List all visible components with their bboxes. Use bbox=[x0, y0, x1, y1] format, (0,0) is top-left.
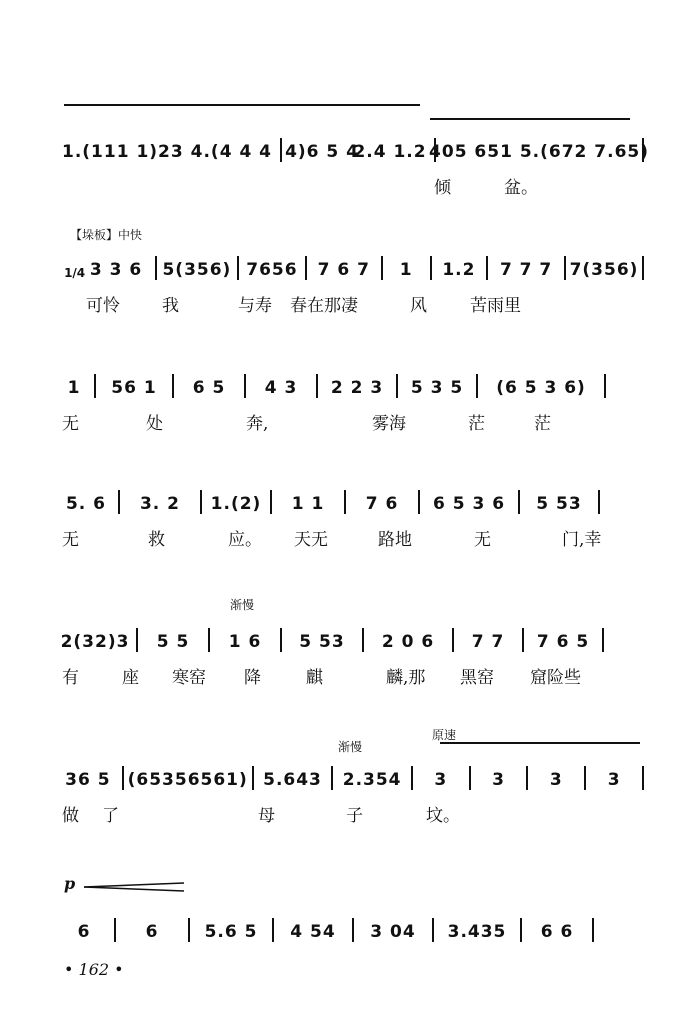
barline bbox=[642, 256, 644, 280]
notes: 405 651 5.(672 7.65) bbox=[429, 142, 650, 162]
notes: 3 bbox=[492, 770, 505, 790]
tempo-marking: 【垛板】中快 bbox=[70, 228, 143, 242]
system-rule bbox=[440, 742, 640, 744]
notes: 6 6 bbox=[540, 922, 574, 942]
notes: 7 7 7 bbox=[499, 260, 553, 280]
notes: 7 6 bbox=[365, 494, 399, 514]
lyric: 有 bbox=[62, 668, 79, 688]
lyric: 降 bbox=[244, 668, 261, 688]
lyric: 盆。 bbox=[504, 178, 538, 198]
notes: 5(356) bbox=[162, 260, 232, 280]
barline bbox=[114, 918, 116, 942]
lyric: 寒窑 bbox=[172, 668, 206, 688]
barline bbox=[518, 490, 520, 514]
notes: 1 6 bbox=[228, 632, 262, 652]
lyric: 座 bbox=[122, 668, 139, 688]
notes: 1.(111 1)23 4.(4 4 4 bbox=[62, 142, 273, 162]
barline bbox=[244, 374, 246, 398]
lyric: 茫 bbox=[534, 414, 551, 434]
notes: 6 5 bbox=[192, 378, 226, 398]
barline bbox=[252, 766, 254, 790]
barline bbox=[411, 766, 413, 790]
barline bbox=[272, 918, 274, 942]
lyric: 窟险些 bbox=[530, 668, 581, 688]
notes: 6 5 3 6 bbox=[432, 494, 506, 514]
barline bbox=[526, 766, 528, 790]
lyric: 路地 bbox=[378, 530, 412, 550]
lyric: 苦雨里 bbox=[470, 296, 521, 316]
notes: 7 7 bbox=[471, 632, 505, 652]
notes: 3. 2 bbox=[139, 494, 181, 514]
barline bbox=[122, 766, 124, 790]
barline bbox=[316, 374, 318, 398]
barline bbox=[118, 490, 120, 514]
lyric: 门,幸 bbox=[562, 530, 602, 550]
crescendo-hairpin bbox=[84, 882, 184, 892]
notes: 3 bbox=[549, 770, 563, 790]
barline bbox=[418, 490, 420, 514]
notes: 2(32)3 bbox=[60, 632, 130, 652]
lyric: 倾 bbox=[434, 178, 451, 198]
lyric: 母 bbox=[258, 806, 275, 826]
notes: 3 3 6 bbox=[89, 260, 143, 280]
lyric: 雾海 bbox=[372, 414, 406, 434]
notes: 7(356) bbox=[569, 260, 639, 280]
notes: 1.2 bbox=[442, 260, 476, 280]
lyric: 无 bbox=[474, 530, 491, 550]
barline bbox=[344, 490, 346, 514]
lyric: 可怜 bbox=[86, 296, 120, 316]
notes: 4 54 bbox=[290, 922, 336, 942]
lyric: 应。 bbox=[228, 530, 262, 550]
notes: 2.354 bbox=[342, 770, 402, 790]
notes: 7 6 5 bbox=[536, 632, 590, 652]
barline bbox=[280, 628, 282, 652]
barline bbox=[476, 374, 478, 398]
lyric: 做 bbox=[62, 806, 79, 826]
barline bbox=[381, 256, 383, 280]
lyric: 处 bbox=[146, 414, 163, 434]
notes: (6 5 3 6) bbox=[496, 378, 586, 398]
lyric: 天无 bbox=[294, 530, 328, 550]
tempo-marking: 渐慢 bbox=[338, 740, 363, 754]
barline bbox=[155, 256, 157, 280]
barline bbox=[522, 628, 524, 652]
notes: 1 bbox=[399, 260, 413, 280]
barline bbox=[270, 490, 272, 514]
notes: 5 53 bbox=[536, 494, 582, 514]
lyric: 麟,那 bbox=[386, 668, 426, 688]
lyric: 无 bbox=[62, 414, 79, 434]
barline bbox=[469, 766, 471, 790]
notes: 1 bbox=[67, 378, 81, 398]
lyric: 我 bbox=[162, 296, 179, 316]
lyric: 奔, bbox=[246, 414, 269, 434]
notes: 3 04 bbox=[370, 922, 416, 942]
barline bbox=[94, 374, 96, 398]
barline bbox=[486, 256, 488, 280]
lyric: 救 bbox=[148, 530, 165, 550]
notes: 5.6 5 bbox=[204, 922, 258, 942]
notes: 4 3 bbox=[264, 378, 298, 398]
system-rule bbox=[430, 118, 630, 120]
lyric: 与寿 bbox=[238, 296, 272, 316]
notes: 2.4 1.2 bbox=[353, 142, 427, 162]
barline bbox=[602, 628, 604, 652]
notes: 3 bbox=[434, 770, 448, 790]
notes: 7656 bbox=[246, 260, 298, 280]
notes: 56 1 bbox=[111, 378, 157, 398]
notes: 5 5 bbox=[156, 632, 190, 652]
notes: 2 2 3 bbox=[330, 378, 384, 398]
barline bbox=[452, 628, 454, 652]
lyric: 麒 bbox=[306, 668, 323, 688]
barline bbox=[432, 918, 434, 942]
notes: 4)6 5 4 bbox=[285, 142, 359, 162]
tempo-marking: 原速 bbox=[432, 728, 457, 742]
lyric: 风 bbox=[410, 296, 427, 316]
barline bbox=[592, 918, 594, 942]
barline bbox=[352, 918, 354, 942]
barline bbox=[564, 256, 566, 280]
notes: 5.643 bbox=[263, 770, 322, 790]
barline bbox=[642, 766, 644, 790]
notes: 7 6 7 bbox=[317, 260, 370, 280]
barline bbox=[208, 628, 210, 652]
notes: 36 5 bbox=[65, 770, 111, 790]
lyric: 春在那凄 bbox=[290, 296, 358, 316]
lyric: 无 bbox=[62, 530, 79, 550]
barline bbox=[396, 374, 398, 398]
barline bbox=[584, 766, 586, 790]
barline bbox=[188, 918, 190, 942]
notes: (65356561) bbox=[127, 770, 248, 790]
notes: 5 3 5 bbox=[410, 378, 464, 398]
barline bbox=[305, 256, 307, 280]
lyric: 黑窑 bbox=[460, 668, 494, 688]
barline bbox=[604, 374, 606, 398]
lyric: 了 bbox=[102, 806, 119, 826]
notes: 3 bbox=[607, 770, 621, 790]
barline bbox=[598, 490, 600, 514]
barline bbox=[200, 490, 202, 514]
notes: 1 1 bbox=[291, 494, 325, 514]
lyric: 子 bbox=[346, 806, 363, 826]
barline bbox=[362, 628, 364, 652]
barline bbox=[430, 256, 432, 280]
notes: 6 bbox=[145, 922, 159, 942]
notes: 5 53 bbox=[299, 632, 345, 652]
system-rule bbox=[64, 104, 420, 106]
barline bbox=[331, 766, 333, 790]
barline bbox=[172, 374, 174, 398]
tempo-marking: 渐慢 bbox=[230, 598, 255, 612]
notes: 5. 6 bbox=[65, 494, 107, 514]
barline bbox=[136, 628, 138, 652]
dynamic-marking: p bbox=[64, 874, 76, 893]
time-signature: 1/4 bbox=[64, 266, 86, 280]
lyric: 坟。 bbox=[426, 806, 460, 826]
page-number: • 162 • bbox=[64, 960, 124, 979]
notes: 3.435 bbox=[447, 922, 507, 942]
notes: 6 bbox=[77, 922, 91, 942]
notes: 2 0 6 bbox=[381, 632, 435, 652]
lyric: 茫 bbox=[468, 414, 485, 434]
barline bbox=[520, 918, 522, 942]
barline bbox=[280, 138, 282, 162]
barline bbox=[237, 256, 239, 280]
notes: 1.(2) bbox=[210, 494, 262, 514]
